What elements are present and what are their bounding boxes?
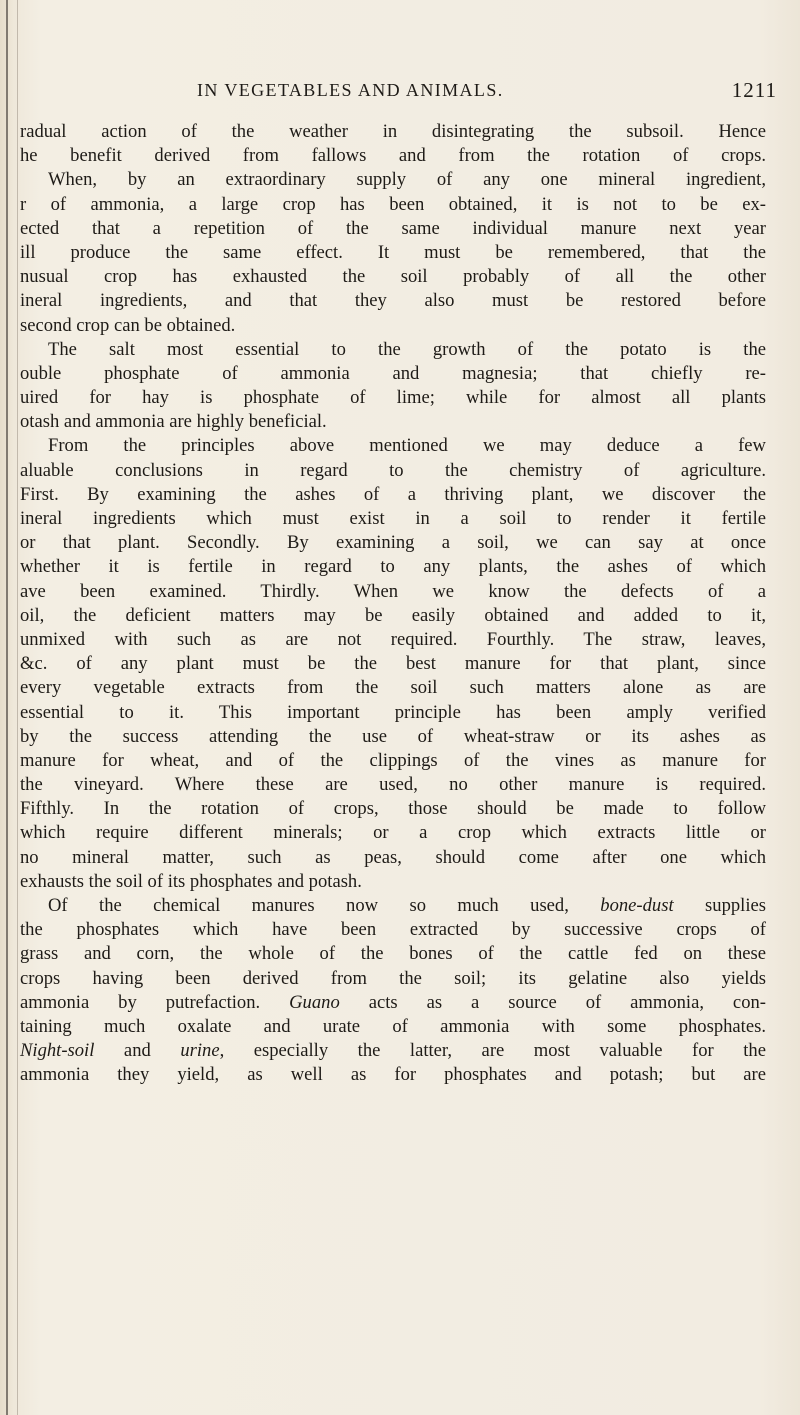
- text-line: [20, 1063, 766, 1087]
- text-line: [20, 507, 766, 531]
- binding-edge: [17, 0, 18, 1415]
- text-segment: ammonia by putrefaction.: [20, 991, 290, 1013]
- text-segment: taining much oxalate and urate of ammonia with some phosphates.: [20, 1015, 766, 1037]
- text-line: [20, 846, 766, 870]
- text-segment: , especially the latter, are most valuable for the: [219, 1040, 766, 1062]
- page-number: 1211: [731, 78, 777, 102]
- text-line: [20, 289, 766, 313]
- text-line: [20, 314, 766, 338]
- italic-term: Night-soil: [20, 1040, 95, 1062]
- text-segment: First. By examining the ashes of a thriving plant, we discover the: [20, 483, 766, 505]
- text-line: [20, 410, 766, 434]
- text-segment: ineral ingredients which must exist in a soil to render it fertile: [20, 508, 766, 529]
- text-segment: the phosphates which have been extracted by successive crops of: [20, 919, 766, 941]
- text-segment: supplies: [673, 895, 766, 916]
- text-line: [20, 120, 766, 144]
- text-segment: by the success attending the use of wheat-straw or its ashes as: [20, 725, 766, 747]
- text-segment: or that plant. Secondly. By examining a soil, we can say at once: [20, 532, 766, 554]
- text-line: [20, 870, 766, 894]
- text-line: [20, 773, 766, 797]
- text-line: [20, 942, 766, 966]
- text-line: [20, 459, 766, 483]
- text-line: [20, 652, 766, 676]
- text-line: [20, 918, 766, 942]
- text-line: [20, 531, 766, 555]
- text-segment: ineral ingredients, and that they also must be restored before: [20, 290, 766, 312]
- text-line: [20, 193, 766, 217]
- text-segment: exhausts the soil of its phosphates and potash.: [20, 870, 362, 892]
- running-head: IN VEGETABLES AND ANIMALS.: [197, 80, 504, 100]
- text-line: [20, 749, 766, 773]
- text-segment: essential to it. This important principle has been amply verified: [20, 701, 766, 723]
- text-segment: acts as a source of ammonia, con-: [339, 991, 766, 1013]
- text-segment: ammonia they yield, as well as for phosphates and potash; but are: [20, 1064, 766, 1086]
- text-line: [20, 168, 766, 192]
- text-line: [20, 555, 766, 579]
- text-line: [20, 362, 766, 386]
- text-line: [20, 725, 766, 749]
- text-line: [20, 604, 766, 628]
- italic-term: Guano: [289, 991, 340, 1013]
- body-text: [20, 120, 766, 1088]
- text-segment: &c. of any plant must be the best manure for that plant, since: [20, 653, 766, 675]
- text-segment: and: [94, 1040, 181, 1062]
- text-line: [20, 434, 766, 458]
- text-segment: From the principles above mentioned we may deduce a few: [48, 435, 766, 457]
- text-line: [20, 894, 766, 918]
- text-line: [20, 241, 766, 265]
- text-line: [20, 1039, 766, 1063]
- italic-term: urine: [180, 1040, 220, 1062]
- text-line: [20, 580, 766, 604]
- text-segment: which require different minerals; or a crop which extracts little or: [20, 822, 766, 844]
- text-line: [20, 701, 766, 725]
- text-line: [20, 338, 766, 362]
- text-segment: oil, the deficient matters may be easily obtained and added to it,: [20, 604, 766, 626]
- text-line: [20, 628, 766, 652]
- text-segment: whether it is fertile in regard to any plants, the ashes of which: [20, 556, 766, 578]
- text-segment: no mineral matter, such as peas, should come after one which: [20, 846, 766, 868]
- text-line: [20, 821, 766, 845]
- text-line: [20, 991, 766, 1015]
- text-segment: ave been examined. Thirdly. When we know the defects of a: [20, 580, 766, 602]
- text-segment: second crop can be obtained.: [20, 314, 236, 336]
- text-line: [20, 386, 766, 410]
- text-segment: radual action of the weather in disintegrating the subsoil. Hence: [20, 121, 766, 142]
- text-segment: he benefit derived from fallows and from the rotation of crops.: [20, 145, 766, 167]
- text-segment: When, by an extraordinary supply of any one mineral ingredient,: [48, 169, 766, 191]
- text-line: [20, 265, 766, 289]
- italic-term: bone-dust: [600, 895, 674, 916]
- text-line: [20, 483, 766, 507]
- text-segment: The salt most essential to the growth of the potato is the: [48, 338, 766, 360]
- text-segment: otash and ammonia are highly beneficial.: [20, 411, 327, 433]
- text-line: [20, 1015, 766, 1039]
- binding-shadow: [6, 0, 8, 1415]
- text-line: [20, 217, 766, 241]
- text-line: [20, 676, 766, 700]
- text-segment: grass and corn, the whole of the bones of the cattle fed on these: [20, 943, 766, 965]
- text-segment: ected that a repetition of the same individual manure next year: [20, 217, 766, 239]
- text-segment: Fifthly. In the rotation of crops, those should be made to follow: [20, 798, 766, 820]
- text-segment: Of the chemical manures now so much used,: [48, 895, 601, 916]
- text-segment: manure for wheat, and of the clippings of the vines as manure for: [20, 749, 766, 771]
- text-segment: nusual crop has exhausted the soil probably of all the other: [20, 266, 766, 288]
- text-segment: crops having been derived from the soil; its gelatine also yields: [20, 967, 766, 989]
- text-segment: uired for hay is phosphate of lime; while for almost all plants: [20, 387, 766, 409]
- text-segment: aluable conclusions in regard to the chemistry of agriculture.: [20, 459, 766, 481]
- text-line: [20, 144, 766, 168]
- text-segment: ill produce the same effect. It must be remembered, that the: [20, 241, 766, 263]
- text-segment: ouble phosphate of ammonia and magnesia; that chiefly re-: [20, 362, 766, 384]
- text-segment: r of ammonia, a large crop has been obtained, it is not to be ex-: [20, 193, 766, 215]
- text-line: [20, 967, 766, 991]
- text-line: [20, 797, 766, 821]
- text-segment: every vegetable extracts from the soil such matters alone as are: [20, 677, 766, 699]
- text-segment: the vineyard. Where these are used, no other manure is required.: [20, 774, 766, 796]
- page-header: [197, 80, 777, 106]
- text-segment: unmixed with such as are not required. Fourthly. The straw, leaves,: [20, 628, 766, 650]
